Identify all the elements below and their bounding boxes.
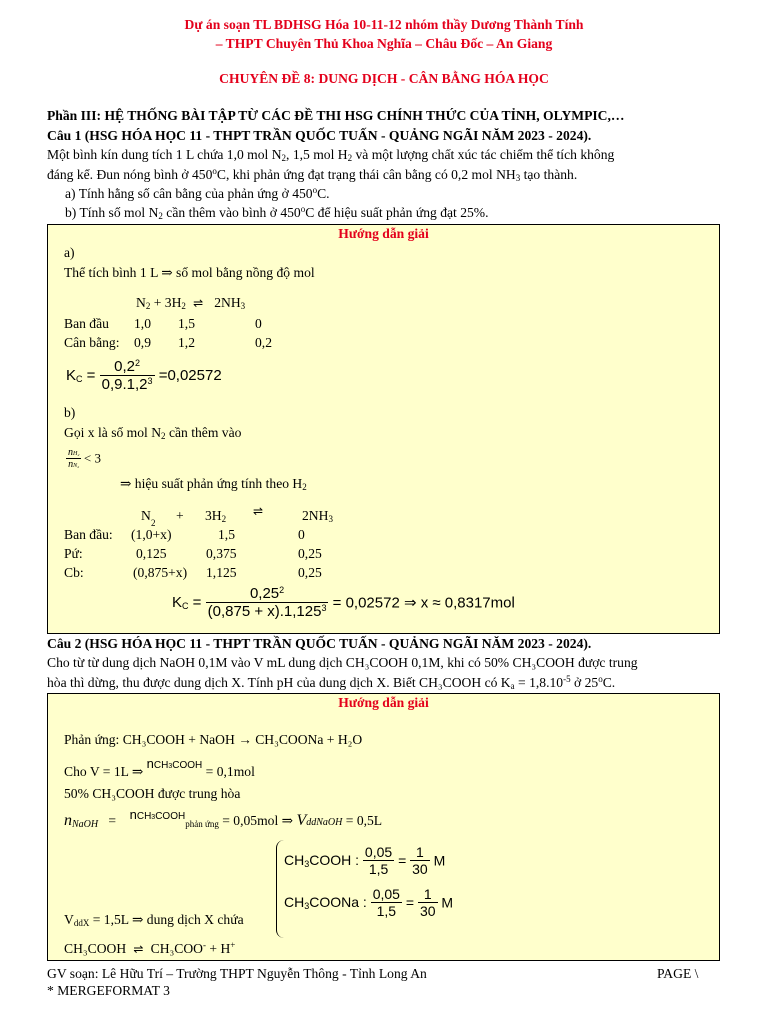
sol1-let-x: Gọi x là số mol $N_2$ cần thêm vào <box>64 425 242 441</box>
sol1-b-start-label: Ban đầu: <box>64 527 113 542</box>
sol1-rb-h2: $3H_2$ <box>205 508 227 524</box>
sol1-b-cb-nh3: 0,25 <box>298 565 322 580</box>
footer-mergeformat: * MERGEFORMAT 3 <box>47 983 170 998</box>
q1-part-b: b) Tính số mol $N_2$ cần thêm vào bình ở 450$^o$C để hiệu suất phản ứng đạt 25%. <box>65 204 489 221</box>
sol1-b-cb-h2: 1,125 <box>206 565 237 580</box>
sol1-b-label: b) <box>64 405 76 420</box>
part-title: HỆ THỐNG BÀI TẬP TỪ CÁC ĐỀ THI HSG CHÍNH THỨC CỦA TỈNH, OLYMPIC,… <box>104 108 625 123</box>
q1-part-a: a) Tính hằng số cân bằng của phản ứng ở 450$^o$C. <box>65 185 330 201</box>
solution-2-title: Hướng dẫn giải <box>338 695 429 710</box>
sol2-reaction: Phản ứng: CH₃COOH + NaOH → CH₃COONa + H₂O <box>64 732 363 747</box>
kc-fraction: $\frac{0,2^2}{0,9.1,2^3}$ <box>101 358 153 393</box>
sol2-pct-line: 50% CH₃COOH được trung hòa <box>64 786 241 801</box>
sol1-kc-formula: $K_C$ = $\frac{0,2^2}{0,9.1,2^3}$ =0,02572 <box>66 358 222 393</box>
equilibrium-arrow-icon: ⇌ <box>253 504 264 518</box>
sol1-b-pu-label: Pứ: <box>64 546 83 561</box>
header-line-2: – THPT Chuyên Thủ Khoa Nghĩa – Châu Đốc – An Giang <box>215 36 553 51</box>
q2-line-2: hòa thì dừng, thu được dung dịch X. Tính pH của dung dịch X. Biết CH₃COOH có $K_a = 1,8.10^{-5}$ ở 25$^o$C. <box>47 674 616 691</box>
sol1-start-h2: 1,5 <box>178 316 195 331</box>
sol2-v-line: Cho V = 1L ⇒ nCH3COOH = 0,1mol <box>64 756 255 779</box>
sol1-start-nh3: 0 <box>255 316 262 331</box>
footer-page-field: PAGE \ <box>657 966 699 981</box>
sol1-b-pu-n2: 0,125 <box>136 546 167 561</box>
footer-author: GV soạn: Lê Hữu Trí – Trường THPT Nguyễn Thông - Tỉnh Long An <box>47 966 427 981</box>
solution-2-box <box>47 693 720 961</box>
sol2-system-2: $CH_3COONa$ : $\frac{0,05}{1,5}$ = $\frac{1}{30}$ M <box>284 886 454 919</box>
sol1-eq-nh3: 0,2 <box>255 335 272 350</box>
sol2-dissociation: CH₃COOH ⇌ CH₃COO- + H+ <box>64 940 236 956</box>
solution-1-box <box>47 224 720 634</box>
equilibrium-arrow-icon: ⇌ <box>129 942 148 956</box>
sol1-volume-note: Thể tích bình 1 L ⇒ số mol bằng nồng độ mol <box>64 265 315 280</box>
sol1-ratio: $\frac{\text{nH₂}}{\text{nN₂}}$ < 3 <box>68 447 102 470</box>
sol1-kc2-formula: $K_C$ = $\frac{0,25^2}{(0,875 + x).1,125^3}$ = 0,02572 ⇒ x ≈ 0,8317mol <box>172 585 515 620</box>
sol1-eq-label: Cân bằng: <box>64 335 120 350</box>
sol1-b-start-nh3: 0 <box>298 527 305 542</box>
sol1-b-start-h2: 1,5 <box>218 527 235 542</box>
topic-title: CHUYÊN ĐỀ 8: DUNG DỊCH - CÂN BẰNG HÓA HỌC <box>219 71 549 86</box>
sol2-vddx-line: $V_{ddX} = 1,5L$ ⇒ dung dịch X chứa <box>64 912 244 928</box>
part-heading <box>47 108 625 124</box>
sol1-b-pu-nh3: 0,25 <box>298 546 322 561</box>
equilibrium-arrow-icon: ⇌ <box>189 296 211 310</box>
sol1-eq-n2: 0,9 <box>134 335 151 350</box>
sol1-eq-h2: 1,2 <box>178 335 195 350</box>
header-line-1: Dự án soạn TL BDHSG Hóa 10-11-12 nhóm thầy Dương Thành Tính <box>184 17 584 32</box>
sol1-b-start-n2: (1,0+x) <box>131 527 172 542</box>
part-label: Phần III: <box>47 108 102 123</box>
sol1-b-pu-h2: 0,375 <box>206 546 237 561</box>
q1-line-2: đáng kể. Đun nóng bình ở 450$^o$C, khi phản ứng đạt trạng thái cân bằng có 0,2 mol $NH_3$ tạo thành. <box>47 166 578 183</box>
sol1-rb-plus: + <box>176 508 184 523</box>
sol2-n-naoh-line: $n_{NaOH}$ = nCH3COOHphản ứng = 0,05mol ⇒ VddNaOH = 0,5L <box>64 807 383 830</box>
q2-line-1: Cho từ từ dung dịch NaOH 0,1M vào V mL dung dịch CH₃COOH 0,1M, khi có 50% CH₃COOH được trung <box>47 655 638 670</box>
sol1-reaction: $N_2 + 3H_2$ ⇌ $2NH_3$ <box>136 295 246 311</box>
q2-title: Câu 2 (HSG HÓA HỌC 11 - THPT TRẦN QUỐC TUẤN - QUẢNG NGÃI NĂM 2023 - 2024). <box>47 636 592 651</box>
sol1-yield-note: ⇒ hiệu suất phản ứng tính theo $H_2$ <box>120 476 307 492</box>
sol1-rb-n2-sub: 2 <box>151 518 156 528</box>
q1-line-1: Một bình kín dung tích 1 L chứa 1,0 mol $N_2$, 1,5 mol $H_2$ và một lượng chất xúc tác chiếm thể tích không <box>47 147 615 163</box>
sol1-start-n2: 1,0 <box>134 316 151 331</box>
sol1-row-start: Ban đầu <box>64 316 109 331</box>
kc2-fraction: $\frac{0,25^2}{(0,875 + x).1,125^3}$ <box>207 585 327 620</box>
q1-title: Câu 1 (HSG HÓA HỌC 11 - THPT TRẦN QUỐC TUẤN - QUẢNG NGÃI NĂM 2023 - 2024). <box>47 128 592 143</box>
sol1-a-label: a) <box>64 245 75 260</box>
sol2-system-1: $CH_3COOH$ : $\frac{0,05}{1,5}$ = $\frac{1}{30}$ M <box>284 844 446 877</box>
sol1-b-cb-n2: (0,875+x) <box>133 565 188 580</box>
solution-1-title: Hướng dẫn giải <box>338 226 429 241</box>
sol1-rb-n2: N <box>141 508 151 523</box>
sol1-rb-nh3: $2NH_3$ <box>302 508 333 524</box>
sol1-b-cb-label: Cb: <box>64 565 84 580</box>
